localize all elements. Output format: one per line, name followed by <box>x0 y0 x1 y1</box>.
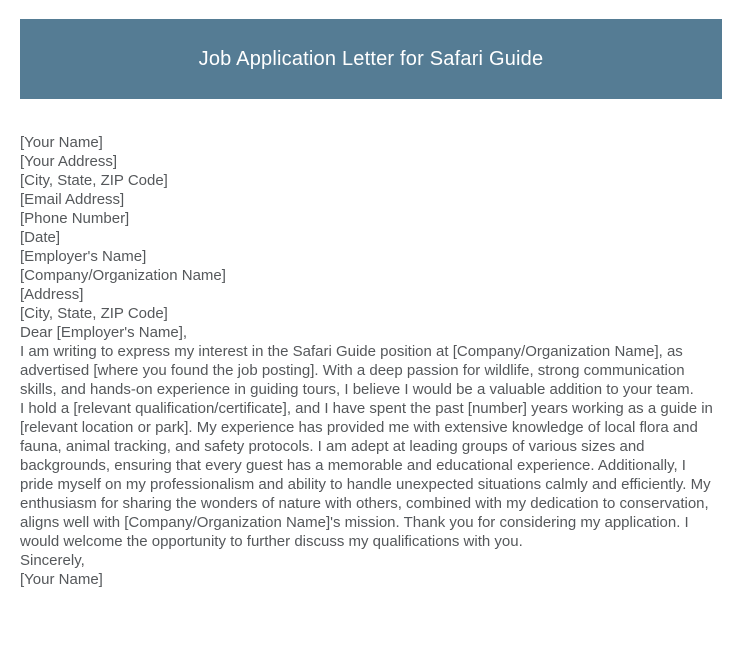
date-line: [Date] <box>20 229 61 246</box>
company-city-line: [City, State, ZIP Code] <box>20 305 168 322</box>
company-address-line: [Address] <box>20 286 84 303</box>
company-name-line: [Company/Organization Name] <box>20 267 226 284</box>
header-banner <box>20 19 722 99</box>
letter-body <box>20 133 720 589</box>
salutation-line: Dear [Employer's Name], <box>20 324 188 341</box>
page-title: Job Application Letter for Safari Guide <box>198 47 544 70</box>
employer-name-line: [Employer's Name] <box>20 248 147 265</box>
sender-city-line: [City, State, ZIP Code] <box>20 172 168 189</box>
signature-name-line: [Your Name] <box>20 571 103 588</box>
sender-phone-line: [Phone Number] <box>20 210 130 227</box>
closing-line: Sincerely, <box>20 552 85 569</box>
sender-name-line: [Your Name] <box>20 134 103 151</box>
experience-paragraph: I hold a [relevant qualification/certificate], and I have spent the past [number] years working as a guide in [relevant location or park]. My experience has provided me with extensive knowledge of local flora and fauna, animal tracking, and safety protocols. I am adept at leading groups of various sizes and backgrounds, ensuring that every guest has a memorable and educational experience. Additionally, I pride myself on my professionalism and ability to handle unexpected situations calmly and efficiently. My enthusiasm for sharing the wonders of nature with others, combined with my dedication to conservation, aligns well with [Company/Organization Name]'s mission. Thank you for considering my application. I would welcome the opportunity to further discuss my qualifications with you. <box>20 400 713 550</box>
sender-address-line: [Your Address] <box>20 153 118 170</box>
sender-email-line: [Email Address] <box>20 191 125 208</box>
intro-paragraph: I am writing to express my interest in the Safari Guide position at [Company/Organization Name], as advertised [where you found the job posting]. With a deep passion for wildlife, strong communication skills, and hands-on experience in guiding tours, I believe I would be a valuable addition to your team. <box>20 343 694 398</box>
